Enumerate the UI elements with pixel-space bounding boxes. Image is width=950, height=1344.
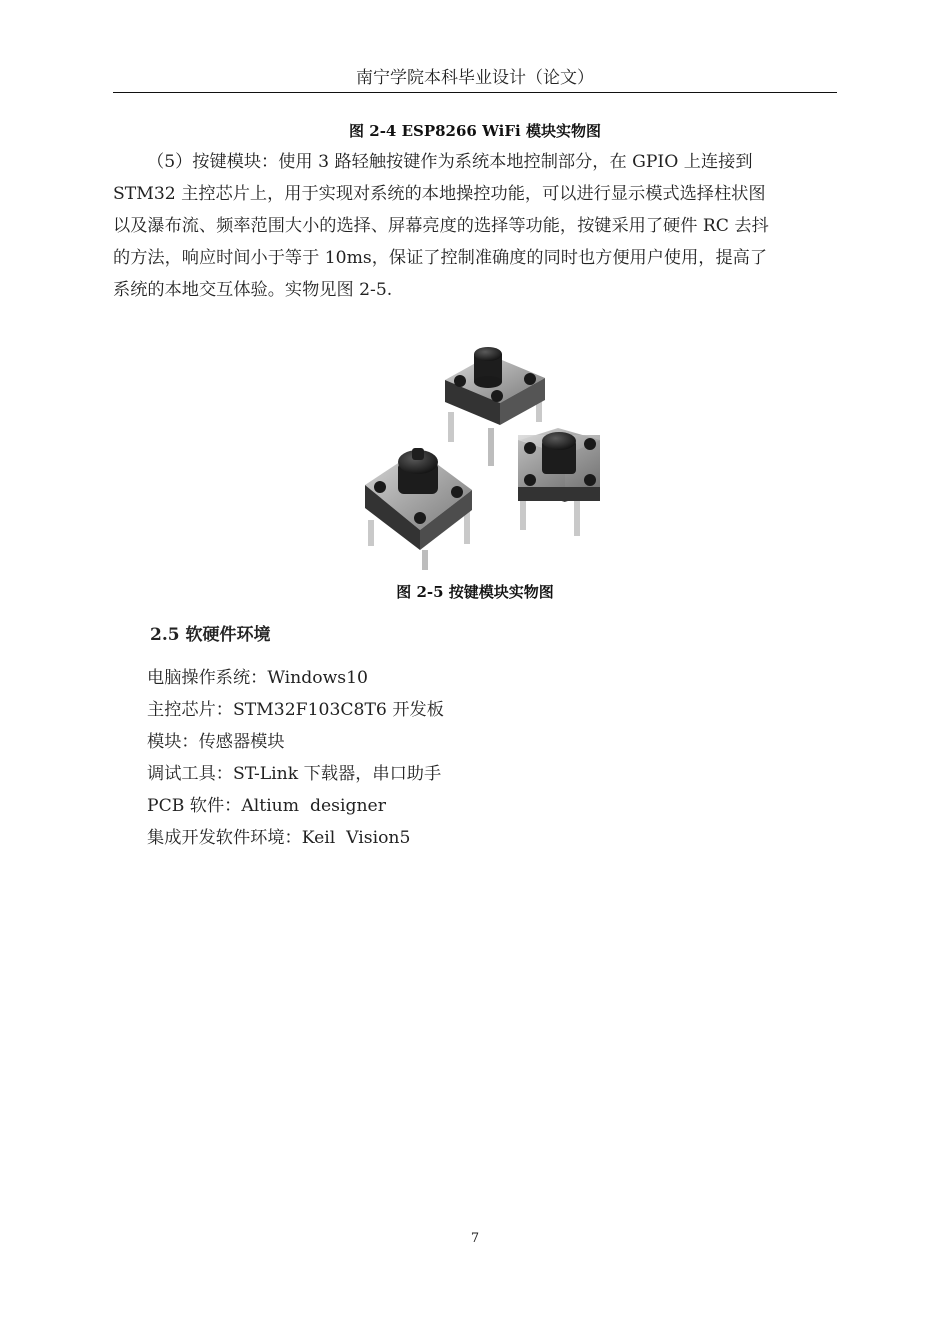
figure-2-5-caption: 图 2-5 按键模块实物图 [396,583,554,601]
header-title: 南宁学院本科毕业设计（论文） [356,68,594,88]
tactile-buttons-photo [360,340,610,570]
page-header [113,66,837,93]
tactile-button-2 [518,428,600,536]
paragraph-line: （5）按键模块：使用 3 路轻触按键作为系统本地控制部分，在 GPIO 上连接到 [147,152,753,172]
paragraph-line: 以及瀑布流、频率范围大小的选择、屏幕亮度的选择等功能，按键采用了硬件 RC 去抖 [113,216,769,236]
key-module-paragraph [113,146,837,306]
section-heading: 2.5 软硬件环境 [150,625,271,645]
list-item: 电脑操作系统：Windows10 [147,668,368,688]
list-item: 主控芯片：STM32F103C8T6 开发板 [147,700,444,720]
paragraph-line: 系统的本地交互体验。实物见图 2-5. [113,280,393,300]
list-item: PCB 软件：Altium designer [147,796,386,816]
list-item: 调试工具：ST-Link 下载器，串口助手 [147,764,442,784]
paragraph-line: 的方法，响应时间小于等于 10ms，保证了控制准确度的同时也方便用户使用，提高了 [113,248,768,268]
paragraph-line: STM32 主控芯片上，用于实现对系统的本地操控功能，可以进行显示模式选择柱状图 [113,184,766,204]
list-item: 集成开发软件环境：Keil Vision5 [147,828,411,848]
tactile-button-3 [365,448,472,570]
figure-2-4-caption: 图 2-4 ESP8266 WiFi 模块实物图 [349,122,601,140]
tactile-buttons-illustration [360,340,610,570]
page-number: 7 [470,1231,480,1246]
environment-list [147,662,444,854]
list-item: 模块：传感器模块 [147,732,285,752]
